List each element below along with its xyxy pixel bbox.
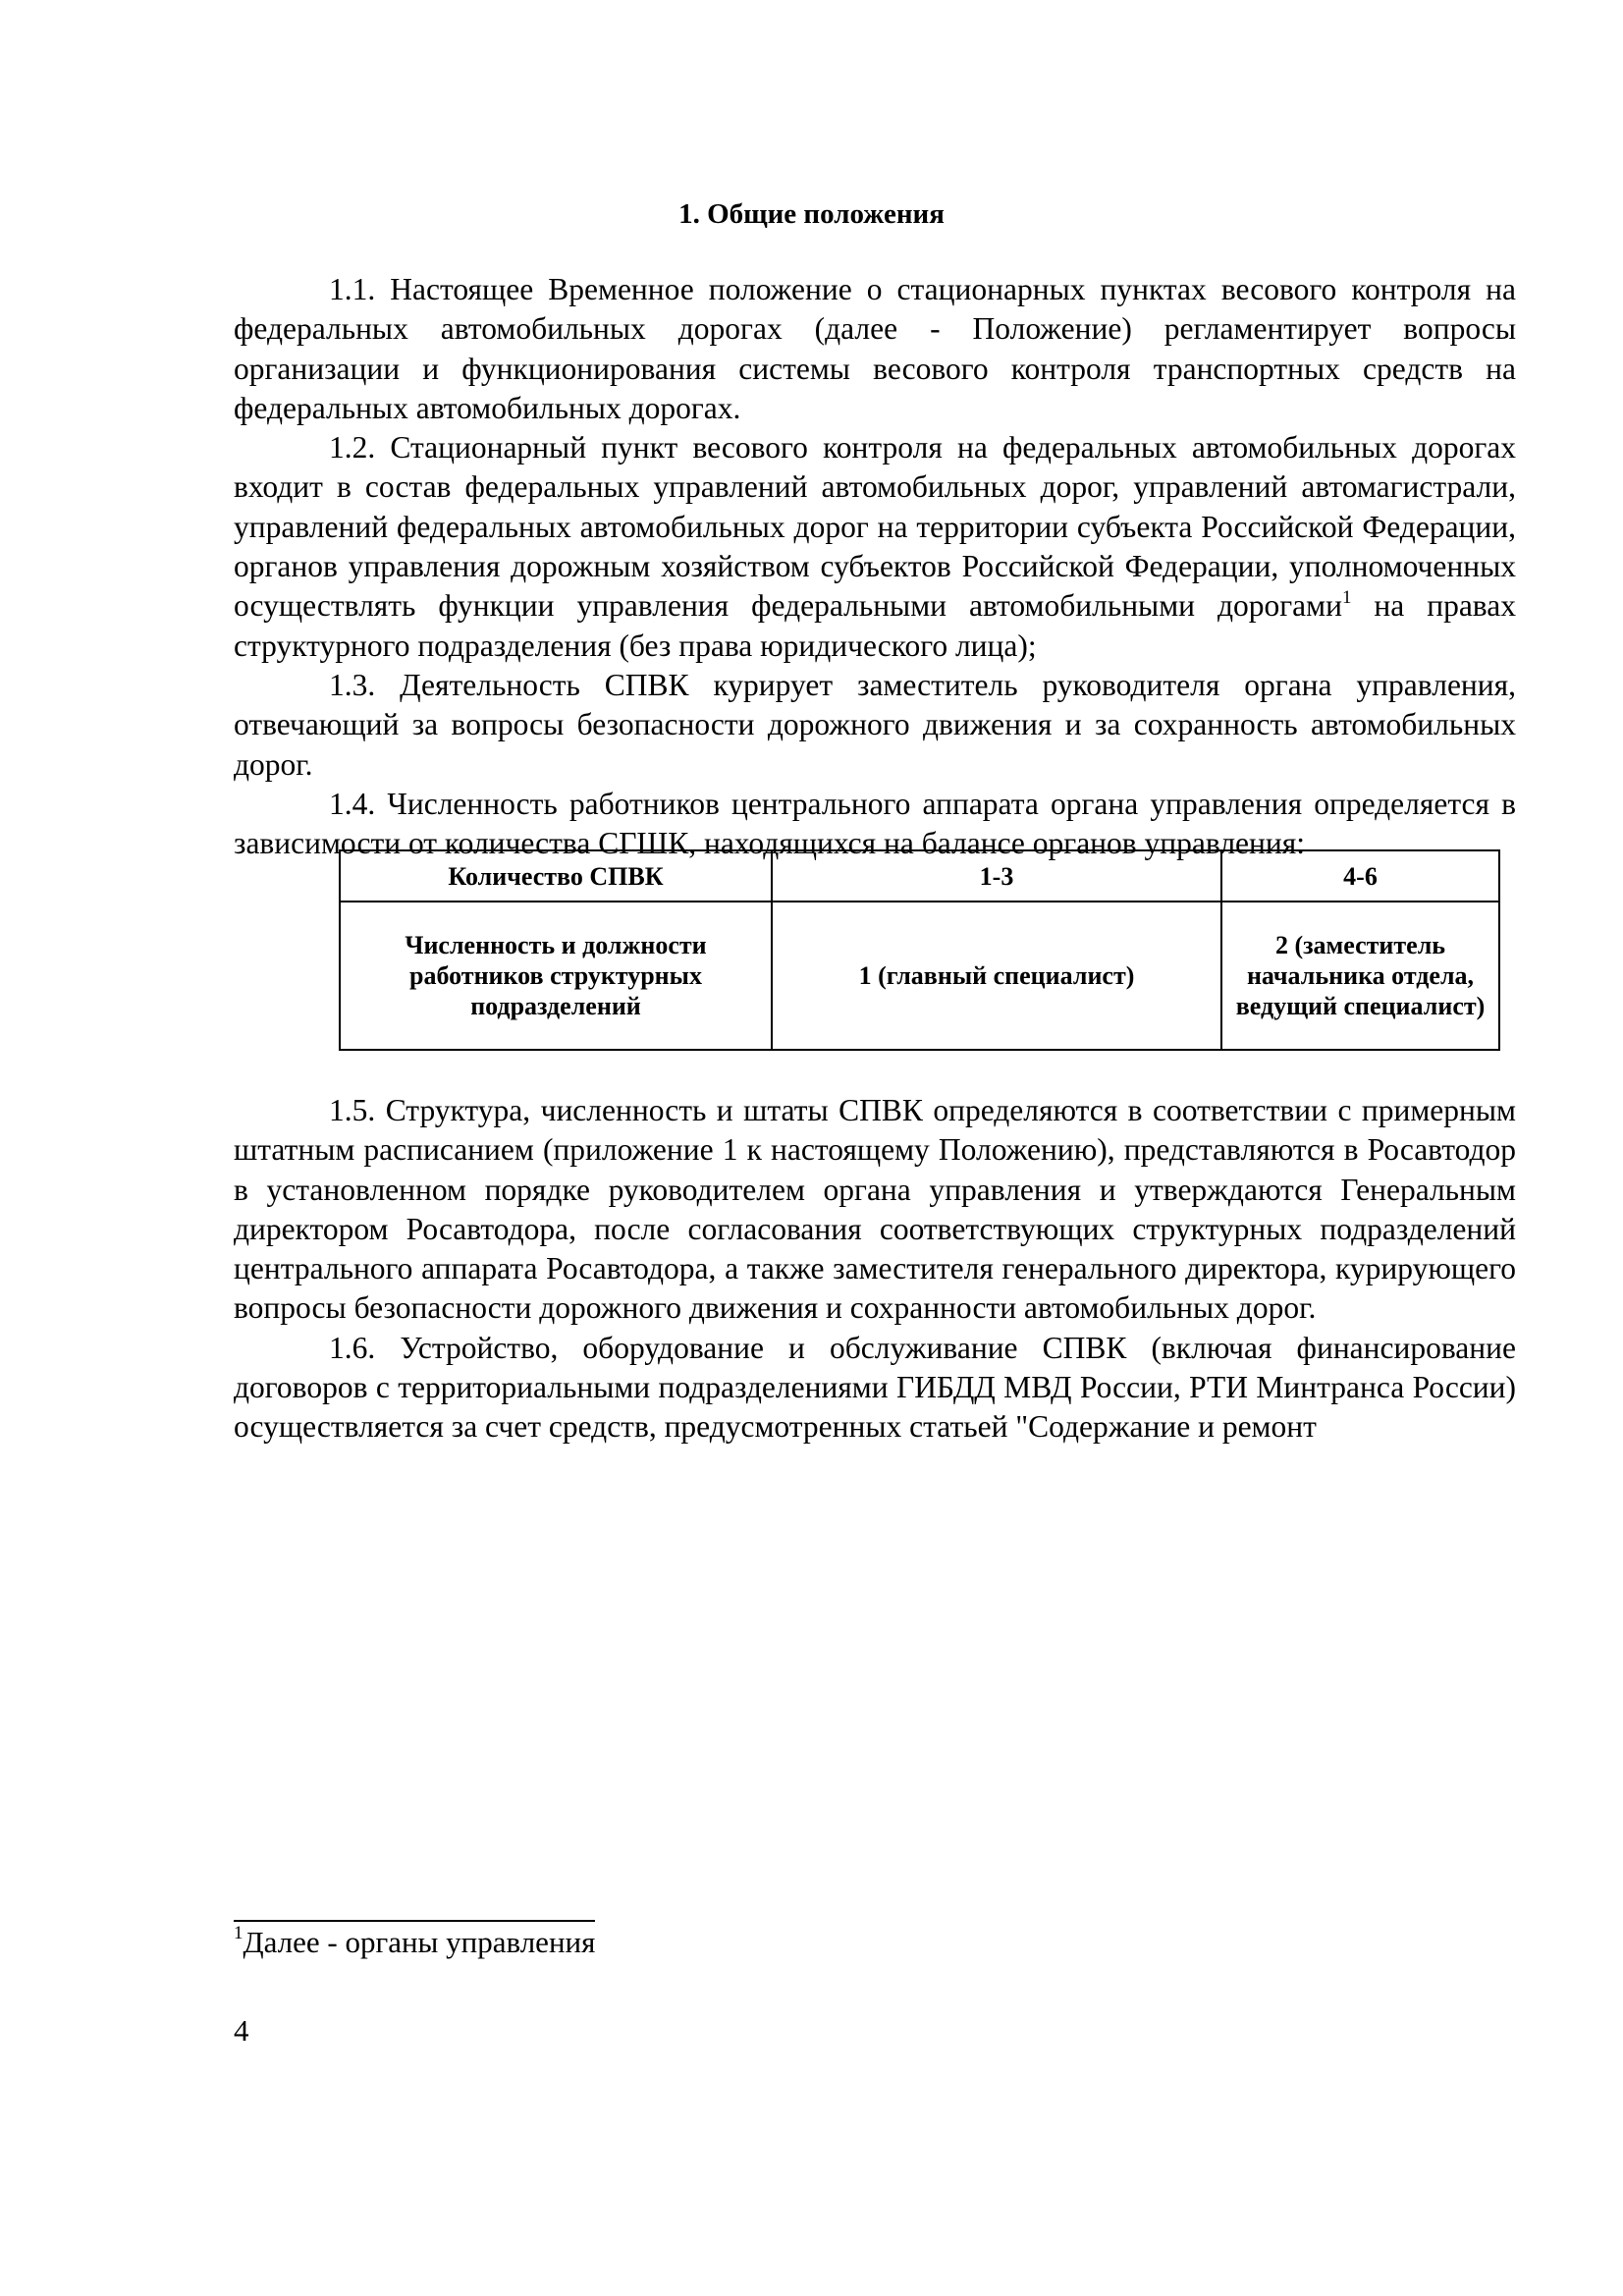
footnote-reference[interactable]: 1 — [1341, 587, 1352, 609]
paragraph-1-2-tail: на правах структурного подразделения (без права юридического лица); — [234, 588, 1516, 663]
paragraph-1-4: 1.4. Численность работников центрального аппарата органа управления определяется в зависимости от количества СГШК, находящихся на балансе органов управления: — [234, 786, 1516, 861]
text-block-bottom — [234, 1091, 1516, 1448]
paragraph-1-3: 1.3. Деятельность СПВК курирует заместитель руководителя органа управления, отвечающий за вопросы безопасности дорожного движения и за сохранность автомобильных дорог. — [234, 667, 1516, 782]
footnote-separator — [234, 1920, 595, 1922]
paragraph-1-1: 1.1. Настоящее Временное положение о стационарных пунктах весового контроля на федеральных автомобильных дорогах (далее - Положение) регламентирует вопросы организации и функционирования системы весового контроля транспортных средств на федеральных автомобильных дорогах. — [234, 272, 1516, 425]
table-header-cell: Количество СПВК — [340, 850, 772, 902]
footnote — [234, 1923, 595, 1962]
paragraph-1-2 — [234, 428, 1516, 666]
page-number: 4 — [234, 2013, 249, 2048]
paragraph-1-2-text: 1.2. Стационарный пункт весового контроля на федеральных автомобильных дорогах входит в состав федеральных управлений автомобильных дорог, управлений автомагистрали, управлений федеральных автомобильных дорог на территории субъекта Российской Федерации, органов управления дорожным хозяйством субъектов Российской Федерации, уполномоченных осуществлять функции управления федеральными автомобильными дорогами — [234, 430, 1516, 624]
footnote-marker: 1 — [234, 1923, 243, 1943]
text-block-top — [234, 270, 1516, 863]
paragraph-1-6: 1.6. Устройство, оборудование и обслуживание СПВК (включая финансирование договоров с территориальными подразделениями ГИБДД МВД России, РТИ Минтранса России) осуществляется за счет средств, предусмотренных статьей "Содержание и ремонт — [234, 1330, 1516, 1445]
table-cell: 2 (заместитель начальника отдела, ведущий специалист) — [1221, 902, 1499, 1050]
staffing-table — [339, 849, 1500, 1051]
table-header-row — [340, 850, 1499, 902]
table-row — [340, 902, 1499, 1050]
paragraph-1-5: 1.5. Структура, численность и штаты СПВК определяются в соответствии с примерным штатным расписанием (приложение 1 к настоящему Положению), представляются в Росавтодор в установленном порядке руководителем органа управления и утверждаются Генеральным директором Росавтодора, после согласования соответствующих структурных подразделений центрального аппарата Росавтодора, а также заместителя генерального директора, курирующего вопросы безопасности дорожного движения и сохранности автомобильных дорог. — [234, 1093, 1516, 1326]
table-header-cell: 4-6 — [1221, 850, 1499, 902]
footnote-text: Далее - органы управления — [243, 1925, 596, 1959]
section-title: 1. Общие положения — [678, 198, 945, 230]
table-cell: Численность и должности работников структурных подразделений — [340, 902, 772, 1050]
table-cell: 1 (главный специалист) — [772, 902, 1221, 1050]
table-header-cell: 1-3 — [772, 850, 1221, 902]
